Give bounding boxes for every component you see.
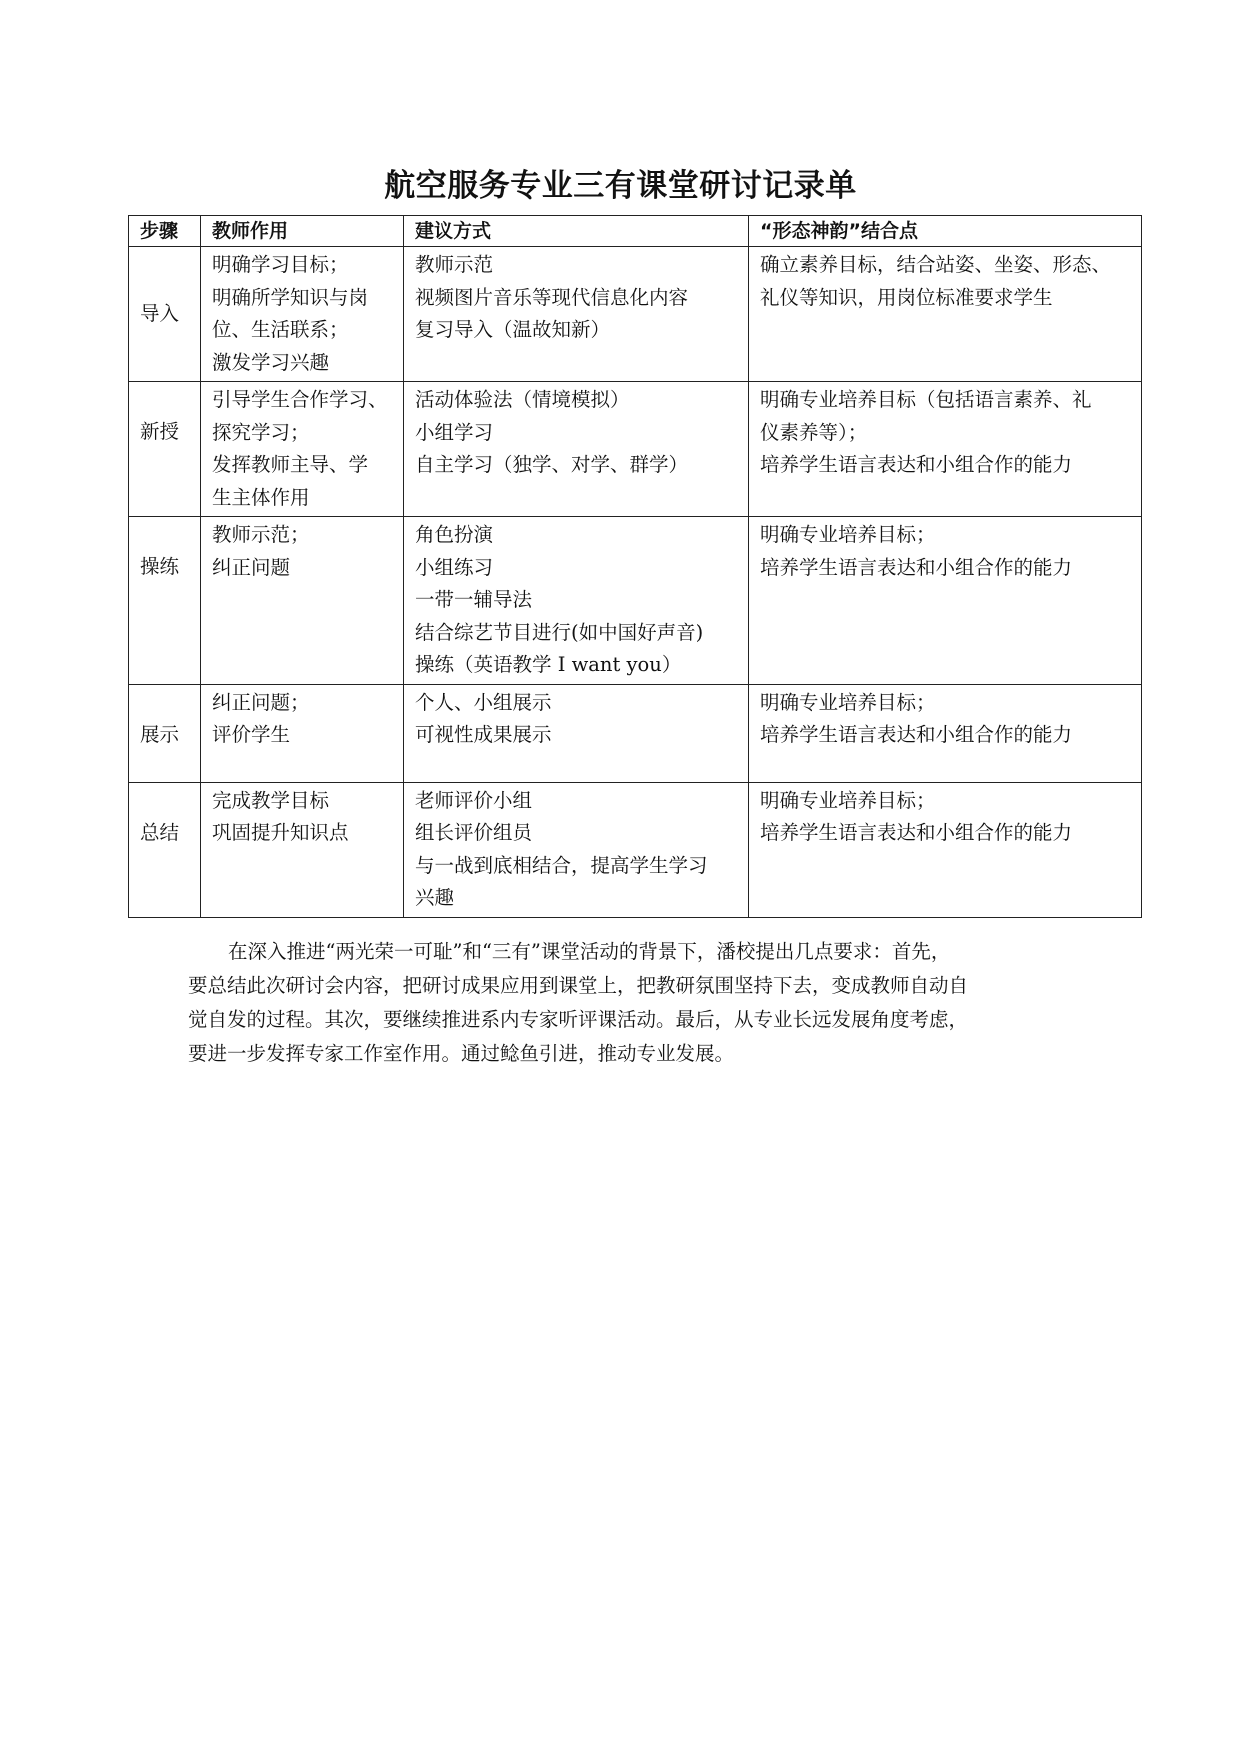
- cell-line: 发挥教师主导、学: [212, 453, 369, 476]
- cell-line: 自主学习（独学、对学、群学）: [415, 453, 689, 476]
- table-row: [129, 247, 1142, 382]
- method-cell: [404, 517, 749, 685]
- cell-line: 教师示范: [415, 253, 494, 276]
- cell-line: 礼仪等知识，用岗位标准要求学生: [760, 285, 1053, 309]
- paragraph-line: 觉自发的过程。其次，要继续推进系内专家听评课活动。最后，从专业长远发展角度考虑，: [188, 1008, 969, 1031]
- teacher-role-cell: [201, 247, 404, 382]
- cell-line: 明确专业培养目标；: [760, 523, 936, 546]
- cell-line: 位、生活联系；: [212, 318, 349, 341]
- method-cell: [404, 684, 749, 782]
- step-cell: 新授: [129, 382, 201, 517]
- cell-line: 纠正问题: [212, 555, 291, 579]
- cell-line: 引导学生合作学习、: [212, 388, 388, 411]
- integration-point-cell: [749, 517, 1142, 685]
- cell-line: 明确专业培养目标；: [760, 690, 936, 714]
- cell-line: 明确专业培养目标；: [760, 788, 936, 812]
- cell-line: 活动体验法（情境模拟）: [415, 388, 630, 411]
- cell-line: 一带一辅导法: [415, 588, 533, 611]
- cell-line: 结合综艺节目进行(如中国好声音): [415, 620, 704, 644]
- integration-point-cell: [749, 684, 1142, 782]
- table-row: [129, 382, 1142, 517]
- cell-line: 培养学生语言表达和小组合作的能力: [760, 555, 1073, 579]
- cell-line: 与一战到底相结合，提高学生学习: [415, 853, 708, 877]
- integration-point-cell: [749, 782, 1142, 917]
- cell-line: 确立素养目标，结合站姿、坐姿、形态、: [760, 253, 1112, 276]
- cell-line: 培养学生语言表达和小组合作的能力: [760, 821, 1073, 844]
- table-header-row: [129, 216, 1142, 247]
- method-cell: [404, 247, 749, 382]
- integration-point-cell: [749, 382, 1142, 517]
- cell-line: 视频图片音乐等现代信息化内容: [415, 285, 689, 309]
- cell-line: 明确专业培养目标（包括语言素养、礼: [760, 388, 1092, 411]
- cell-line: 老师评价小组: [415, 788, 533, 812]
- paragraph-line: 在深入推进“两光荣一可耻”和“三有”课堂活动的背景下，潘校提出几点要求：首先，: [228, 940, 951, 963]
- cell-line: 培养学生语言表达和小组合作的能力: [760, 453, 1073, 476]
- teacher-role-cell: [201, 382, 404, 517]
- cell-line: 复习导入（温故知新）: [415, 318, 611, 341]
- page-title: 航空服务专业三有课堂研讨记录单: [384, 168, 857, 204]
- cell-line: 个人、小组展示: [415, 690, 552, 714]
- step-cell: 展示: [129, 684, 201, 782]
- cell-line: 评价学生: [212, 723, 291, 746]
- cell-line: 明确学习目标；: [212, 253, 349, 276]
- method-cell: [404, 382, 749, 517]
- step-cell: 操练: [129, 517, 201, 685]
- cell-line: 纠正问题；: [212, 690, 310, 714]
- paragraph-line: 要进一步发挥专家工作室作用。通过鲶鱼引进，推动专业发展。: [188, 1042, 735, 1065]
- cell-line: 组长评价组员: [415, 821, 533, 844]
- teacher-role-cell: [201, 782, 404, 917]
- cell-line: 巩固提升知识点: [212, 821, 349, 844]
- table-row: [129, 684, 1142, 782]
- cell-line: 完成教学目标: [212, 788, 330, 812]
- cell-line: 兴趣: [415, 886, 455, 909]
- header-teacher-role: 教师作用: [201, 216, 404, 247]
- paragraph-line: 要总结此次研讨会内容，把研讨成果应用到课堂上，把教研氛围坚持下去，变成教师自动自: [188, 974, 969, 997]
- step-cell: 总结: [129, 782, 201, 917]
- cell-line: 明确所学知识与岗: [212, 285, 369, 309]
- cell-line: 探究学习；: [212, 420, 310, 444]
- method-cell: [404, 782, 749, 917]
- record-table: [128, 215, 1142, 918]
- teacher-role-cell: [201, 684, 404, 782]
- cell-line: 生主体作用: [212, 485, 310, 509]
- table-row: [129, 517, 1142, 685]
- cell-line: 小组练习: [415, 555, 494, 579]
- cell-line: 仪素养等）；: [760, 420, 868, 444]
- cell-line: 操练（英语教学 I want you）: [415, 653, 682, 676]
- header-suggested-method: 建议方式: [404, 216, 749, 247]
- integration-point-cell: [749, 247, 1142, 382]
- cell-line: 角色扮演: [415, 523, 494, 546]
- step-cell: 导入: [129, 247, 201, 382]
- table-row: [129, 782, 1142, 917]
- teacher-role-cell: [201, 517, 404, 685]
- cell-line: 教师示范；: [212, 523, 310, 546]
- cell-line: 小组学习: [415, 420, 494, 444]
- cell-line: 激发学习兴趣: [212, 350, 330, 374]
- summary-paragraph: [188, 935, 1058, 1071]
- header-step: 步骤: [129, 216, 201, 247]
- cell-line: 可视性成果展示: [415, 723, 552, 746]
- header-integration-point: “形态神韵”结合点: [749, 216, 1142, 247]
- cell-line: 培养学生语言表达和小组合作的能力: [760, 723, 1073, 746]
